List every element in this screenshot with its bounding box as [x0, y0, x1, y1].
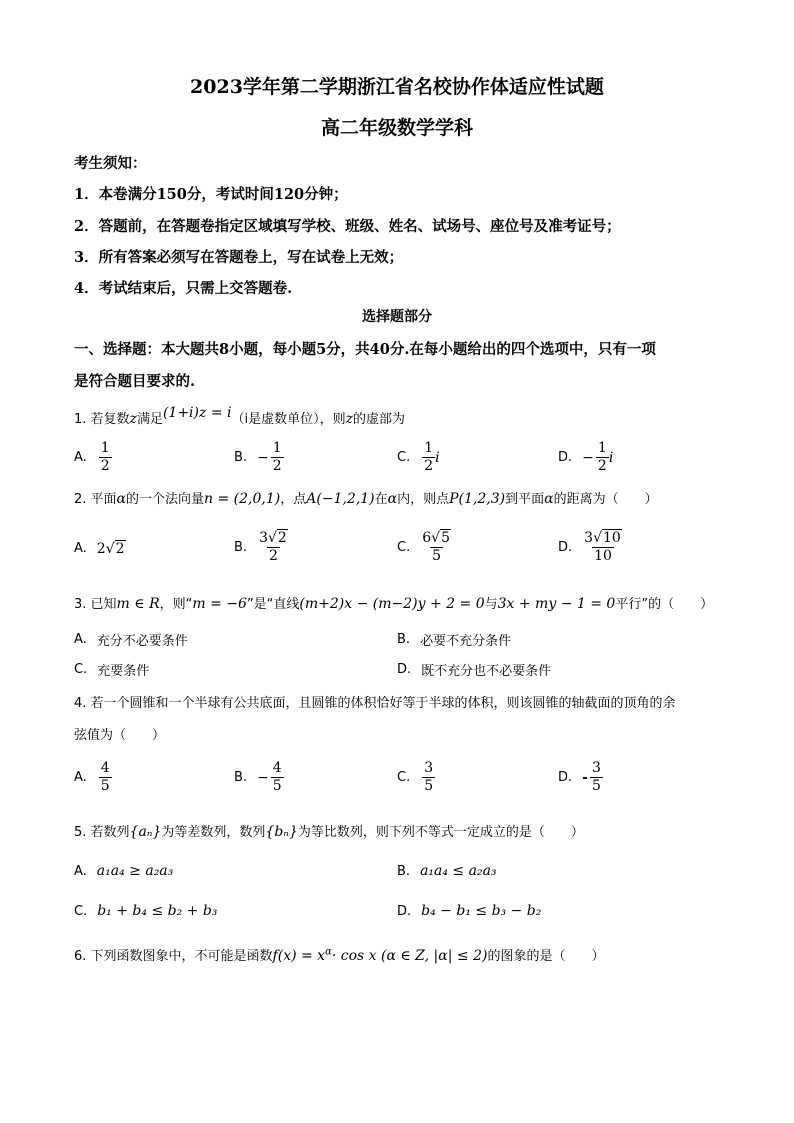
question-4-stem-line1: 4. 若一个圆锥和一个半球有公共底面，且圆锥的体积恰好等于半球的体积，则该圆锥的轴截面的顶角的余	[74, 696, 676, 711]
fraction: $\frac{3√10}{10}$	[584, 530, 621, 564]
exam-subtitle: 高二年级数学学科	[320, 117, 473, 139]
q3-option-a[interactable]: A. 充分不必要条件	[74, 632, 188, 649]
q5-sequence-b: {bₙ}	[265, 824, 298, 840]
q1-option-b[interactable]: B. − $\frac{1}{2}$	[234, 440, 282, 474]
question-6-stem: 6. 下列函数图象中，不可能是函数$f(x) = x^\alpha\cdot \cos x$ (α ∈ Z, |α| ≤ 2)的图象的是（ ）	[74, 946, 605, 964]
q1-option-c[interactable]: C. $\frac{1}{2}$ i	[397, 440, 440, 474]
q2-option-b[interactable]: B. $\frac{3√2}{2}$	[234, 530, 290, 565]
section-title: 选择题部分	[362, 309, 432, 325]
q5-option-b[interactable]: B. a₁a₄ ≤ a₂a₃	[397, 863, 497, 879]
q1-var-z2: z	[345, 411, 353, 427]
q6-function: f(x) = x	[272, 948, 326, 964]
q4-option-a[interactable]: A. $\frac{4}{5}$	[74, 760, 110, 794]
question-3-stem: 3. 已知m ∈ R，则“m = −6”是“直线(m+2)x − (m−2)y + 2 = 0与3x + my − 1 = 0平行”的（ ）	[74, 596, 714, 612]
q3-option-d[interactable]: D. 既不充分也不必要条件	[397, 662, 552, 679]
part1-instruction-line1: 一、选择题：本大题共8小题，每小题5分，共40分.在每小题给出的四个选项中，只有一项	[74, 341, 656, 358]
fraction: $\frac{3}{5}$	[424, 760, 434, 794]
fraction: $\frac{1}{2}$	[100, 440, 110, 474]
question-2-stem: 2. 平面α的一个法向量n = (2,0,1)，点A(−1,2,1)在α内，则点P(1,2,3)到平面α的距离为（ ）	[74, 491, 658, 507]
fraction: $\frac{3}{5}$	[591, 760, 601, 794]
q5-option-d[interactable]: D. b₄ − b₁ ≤ b₃ − b₂	[397, 903, 542, 919]
fraction: $\frac{1}{2}$	[272, 440, 282, 474]
q2-point-p: P(1,2,3)	[449, 491, 506, 507]
q2-option-d[interactable]: D. $\frac{3√10}{10}$	[558, 530, 624, 565]
fraction: $\frac{3√2}{2}$	[259, 530, 287, 564]
q4-option-c[interactable]: C. $\frac{3}{5}$	[397, 760, 434, 794]
notice-item-2: 2．答题前，在答题卷指定区域填写学校、班级、姓名、试场号、座位号及准考证号；	[74, 218, 621, 235]
notice-item-4: 4．考试结束后，只需上交答题卷.	[74, 280, 293, 297]
notice-item-1: 1．本卷满分150分，考试时间120分钟；	[74, 186, 348, 203]
q5-option-c[interactable]: C. b₁ + b₄ ≤ b₂ + b₃	[74, 903, 218, 919]
notice-heading: 考生须知：	[74, 155, 147, 172]
q1-prefix: 1. 若复数	[74, 412, 130, 427]
q5-option-a[interactable]: A. a₁a₄ ≥ a₂a₃	[74, 863, 174, 879]
q1-var-z: z	[129, 411, 137, 427]
q3-line-1: (m+2)x − (m−2)y + 2 = 0	[299, 596, 485, 612]
fraction: $\frac{4}{5}$	[100, 760, 110, 794]
q1-mid: 满足	[136, 412, 163, 427]
q2-point-a: A(−1,2,1)	[306, 491, 375, 507]
fraction: $\frac{1}{2}$	[597, 440, 607, 474]
fraction: $\frac{1}{2}$	[424, 440, 434, 474]
notice-item-3: 3．所有答案必须写在答题卷上，写在试卷上无效；	[74, 249, 404, 266]
q2-normal-vector: n = (2,0,1)	[204, 491, 281, 507]
q1-suffix: 的虚部为	[353, 412, 406, 427]
q2-option-c[interactable]: C. $\frac{6√5}{5}$	[397, 530, 453, 565]
question-1-stem	[74, 405, 406, 427]
q5-sequence-a: {aₙ}	[129, 824, 162, 840]
q3-line-2: 3x + my − 1 = 0	[497, 596, 616, 612]
fraction: $\frac{6√5}{5}$	[422, 530, 450, 564]
part1-instruction-line2: 是符合题目要求的.	[74, 373, 196, 390]
q1-option-a[interactable]: A. $\frac{1}{2}$	[74, 440, 110, 474]
q3-option-c[interactable]: C. 充要条件	[74, 662, 150, 679]
q1-paren: （i是虚数单位），则	[231, 412, 346, 427]
q3-option-b[interactable]: B. 必要不充分条件	[397, 632, 512, 649]
q1-option-d[interactable]: D. − $\frac{1}{2}$ i	[558, 440, 614, 474]
q4-option-d[interactable]: D. - $\frac{3}{5}$	[558, 760, 601, 794]
q2-option-a[interactable]: A. 2 √ 2	[74, 540, 125, 557]
exam-title: 2023学年第二学期浙江省名校协作体适应性试题	[190, 76, 604, 98]
fraction: $\frac{4}{5}$	[272, 760, 282, 794]
q1-equation: (1+i)z = i	[162, 405, 232, 421]
q4-option-b[interactable]: B. − $\frac{4}{5}$	[234, 760, 282, 794]
question-5-stem: 5. 若数列{aₙ}为等差数列，数列{bₙ}为等比数列，则下列不等式一定成立的是（ ）	[74, 824, 584, 840]
question-4-stem-line2: 弦值为（ ）	[74, 728, 166, 743]
